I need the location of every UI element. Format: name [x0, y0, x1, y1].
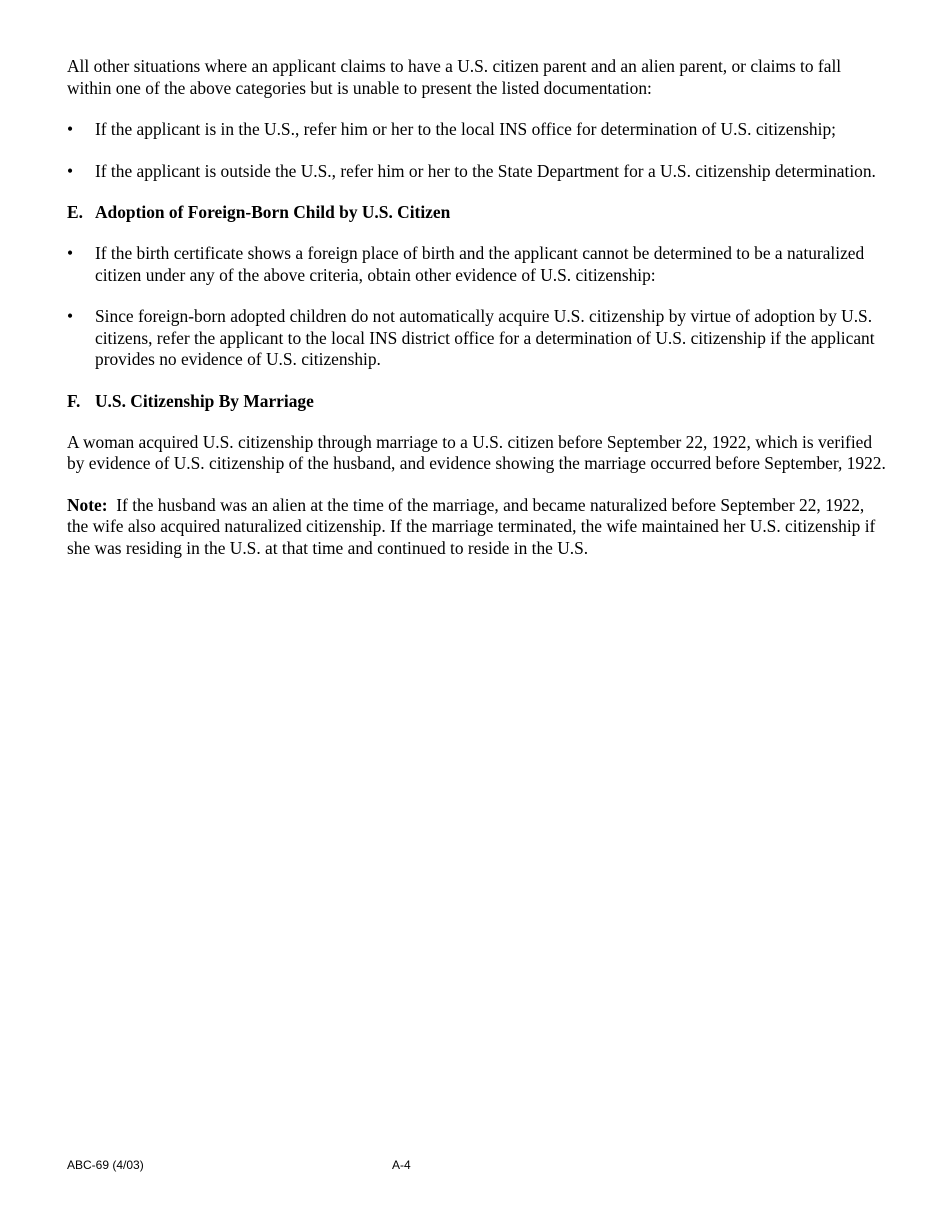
- bullet-item: [67, 306, 887, 371]
- note-paragraph: [67, 495, 887, 560]
- intro-paragraph: All other situations where an applicant claims to have a U.S. citizen parent and an alien parent, or claims to fall within one of the above categories but is unable to present the listed documentation:: [67, 56, 842, 98]
- note-label: Note:: [67, 494, 108, 515]
- section-e-letter: E.: [67, 202, 83, 223]
- document-body: [67, 56, 887, 580]
- bullet-text: Since foreign-born adopted children do not automatically acquire U.S. citizenship by virtue of adoption by U.S. citizens, refer the applicant to the local INS district office for a determination of U.S. citizenship if the applicant provides no evidence of U.S. citizenship.: [95, 306, 875, 370]
- bullet-icon: •: [67, 242, 74, 263]
- bullet-text: If the applicant is outside the U.S., refer him or her to the State Department for a U.S. citizenship determination.: [95, 160, 876, 181]
- bullet-icon: •: [67, 160, 74, 181]
- footer-page-number: A-4: [392, 1158, 411, 1172]
- bullet-text: If the birth certificate shows a foreign place of birth and the applicant cannot be determined to be a naturalized citizen under any of the above criteria, obtain other evidence of U.S. citizenship:: [95, 242, 865, 285]
- bullet-item: [67, 119, 887, 141]
- section-f-paragraph: A woman acquired U.S. citizenship through marriage to a U.S. citizen before September 22, 1922, which is verified by evidence of U.S. citizenship of the husband, and evidence showing the marriage occurred before September, 1922.: [67, 431, 886, 474]
- section-e-heading: [67, 202, 887, 224]
- section-f-heading: [67, 391, 887, 413]
- bullet-icon: •: [67, 119, 74, 140]
- section-e-title: Adoption of Foreign-Born Child by U.S. Citizen: [95, 202, 451, 223]
- section-f-letter: F.: [67, 390, 81, 411]
- bullet-icon: •: [67, 306, 74, 327]
- note-text: If the husband was an alien at the time of the marriage, and became naturalized before September 22, 1922, the wife also acquired naturalized citizenship. If the marriage terminated, the wife maintained her U.S. citizenship if she was residing in the U.S. at that time and continued to reside in the U.S.: [67, 494, 876, 558]
- section-f-title: U.S. Citizenship By Marriage: [95, 390, 314, 411]
- bullet-item: [67, 243, 887, 286]
- bullet-text: If the applicant is in the U.S., refer him or her to the local INS office for determination of U.S. citizenship;: [95, 119, 836, 140]
- footer-form-id: ABC-69 (4/03): [67, 1158, 144, 1172]
- bullet-item: [67, 161, 887, 183]
